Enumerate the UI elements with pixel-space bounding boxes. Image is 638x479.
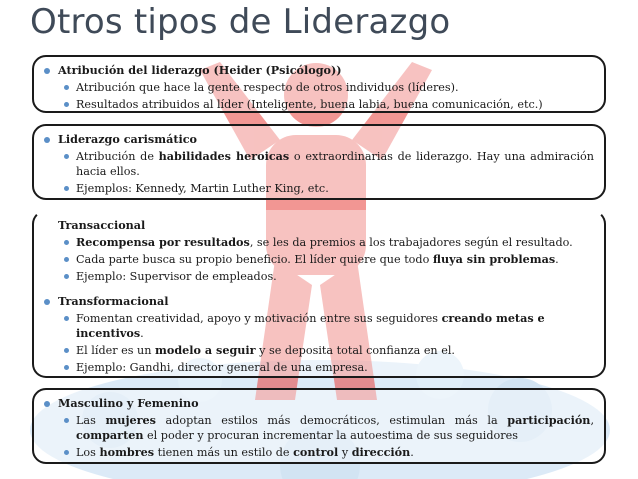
bullet-icon — [64, 240, 69, 245]
section-masculino-femenino — [32, 388, 606, 464]
bullet-icon — [44, 137, 50, 143]
section-heading-item — [40, 63, 594, 78]
list-item: Fomentan creatividad, apoyo y motivación entre sus seguidores creando metas e incentivos. — [40, 311, 594, 341]
bullet-icon — [64, 450, 69, 455]
list-item: Ejemplo: Supervisor de empleados. — [40, 269, 594, 284]
list-item: Las mujeres adoptan estilos más democráticos, estimulan más la participación, comparten el poder y procuran incrementar la autoestima de sus seguidores — [40, 413, 594, 443]
bullet-icon — [64, 348, 69, 353]
list-item: Los hombres tienen más un estilo de control y dirección. — [40, 445, 594, 460]
section-transaccional-transformacional — [32, 210, 606, 378]
list-item: Ejemplos: Kennedy, Martin Luther King, etc. — [40, 181, 594, 196]
list-item: Atribución de habilidades heroicas o extraordinarias de liderazgo. Hay una admiración hacia ellos. — [40, 149, 594, 179]
bullet-icon — [44, 68, 50, 74]
bullet-icon — [64, 186, 69, 191]
bullet-icon — [64, 365, 69, 370]
bullet-icon — [44, 401, 50, 407]
section-carismatico — [32, 124, 606, 200]
section-heading: Transformacional — [58, 294, 169, 308]
list-item: Ejemplo: Gandhi, director general de una empresa. — [40, 360, 594, 375]
section-heading: Liderazgo carismático — [58, 132, 198, 146]
bullet-icon — [64, 257, 69, 262]
section-heading-item — [40, 218, 594, 233]
list-item: Resultados atribuidos al líder (Inteligente, buena labia, buena comunicación, etc.) — [40, 97, 594, 112]
section-heading-item — [40, 396, 594, 411]
list-item: Cada parte busca su propio beneficio. El líder quiere que todo fluya sin problemas. — [40, 252, 594, 267]
bullet-icon — [64, 418, 69, 423]
list-item: El líder es un modelo a seguir y se deposita total confianza en el. — [40, 343, 594, 358]
bullet-icon — [64, 316, 69, 321]
section-heading: Masculino y Femenino — [58, 396, 199, 410]
list-item: Recompensa por resultados, se les da premios a los trabajadores según el resultado. — [40, 235, 594, 250]
section-heading-item — [40, 132, 594, 147]
bullet-icon — [64, 154, 69, 159]
bullet-icon — [44, 299, 50, 305]
page-title: Otros tipos de Liderazgo — [30, 2, 451, 42]
list-item: Atribución que hace la gente respecto de otros individuos (líderes). — [40, 80, 594, 95]
bullet-icon — [64, 85, 69, 90]
section-atribucion — [32, 55, 606, 113]
section-heading-item — [40, 294, 594, 309]
bullet-icon — [64, 274, 69, 279]
bullet-icon — [64, 102, 69, 107]
section-heading: Transaccional — [58, 218, 146, 232]
section-heading: Atribución del liderazgo (Heider (Psicólogo)) — [58, 63, 342, 77]
